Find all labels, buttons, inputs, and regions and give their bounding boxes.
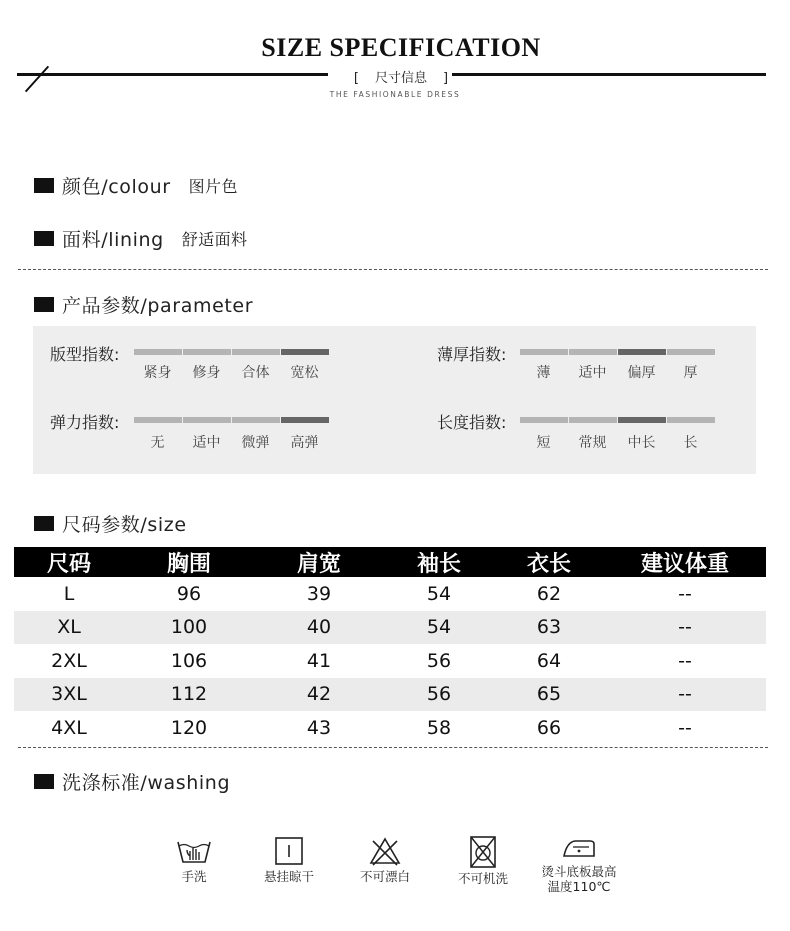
wash-label: 悬挂晾干 — [263, 869, 314, 884]
parameter-options — [519, 362, 715, 382]
parameter-panel — [33, 326, 756, 474]
parameter-option: 高弹 — [290, 435, 319, 451]
parameter-scale-bar — [520, 349, 715, 355]
table-cell: 54 — [426, 616, 452, 639]
lining-row — [34, 225, 247, 252]
table-cell: 3XL — [51, 683, 87, 706]
parameter-option: 常规 — [578, 435, 607, 451]
table-row — [14, 711, 766, 745]
table-cell: 58 — [426, 716, 452, 739]
square-bullet-icon — [34, 774, 54, 789]
square-bullet-icon — [34, 231, 54, 246]
scale-segment-selected — [281, 417, 329, 423]
parameter-scale-bar — [520, 417, 715, 423]
wash-label: 烫斗底板最高 — [541, 864, 617, 879]
wash-label: 不可漂白 — [359, 869, 410, 884]
header-tagline: THE FASHIONABLE DRESS — [329, 90, 461, 99]
table-cell: 96 — [176, 582, 202, 605]
table-cell: -- — [678, 649, 692, 672]
parameter-label: 版型指数: — [50, 345, 120, 364]
wash-item-iron — [534, 836, 624, 894]
parameter-option: 适中 — [578, 365, 607, 381]
table-cell: 42 — [306, 683, 332, 706]
size-heading-text: 尺码参数/size — [62, 514, 187, 536]
table-cell: -- — [678, 582, 692, 605]
column-header: 尺码 — [46, 551, 91, 577]
wash-item-no-bleach — [342, 836, 428, 884]
table-cell: 56 — [426, 683, 452, 706]
table-cell: 4XL — [51, 716, 87, 739]
scale-segment — [667, 417, 715, 423]
table-row — [14, 577, 766, 611]
hand-wash-icon — [174, 836, 214, 866]
scale-segment-selected — [281, 349, 329, 355]
iron-icon — [559, 836, 599, 862]
scale-segment — [134, 417, 182, 423]
lining-value: 舒适面料 — [181, 230, 248, 249]
colour-value: 图片色 — [188, 177, 238, 196]
header-subtitle — [0, 67, 790, 86]
parameter-label: 长度指数: — [437, 413, 507, 432]
wash-item-hang-dry — [246, 836, 332, 884]
parameter-option: 中长 — [627, 435, 656, 451]
table-cell: 65 — [536, 683, 562, 706]
scale-segment — [232, 417, 280, 423]
parameter-option: 修身 — [192, 365, 221, 381]
no-bleach-icon — [365, 836, 405, 866]
square-bullet-icon — [34, 178, 54, 193]
wash-label-line2: 温度110℃ — [547, 879, 611, 894]
parameter-option: 适中 — [192, 435, 221, 451]
scale-segment — [569, 417, 617, 423]
size-heading — [34, 510, 187, 537]
table-row — [14, 611, 766, 645]
table-cell: 112 — [170, 683, 208, 706]
column-header: 建议体重 — [640, 551, 729, 577]
parameter-option: 宽松 — [290, 365, 319, 381]
parameter-option: 偏厚 — [627, 365, 656, 381]
parameter-option: 厚 — [683, 365, 698, 381]
table-cell: 63 — [536, 616, 562, 639]
parameter-options — [519, 432, 715, 452]
parameter-heading — [34, 291, 253, 318]
size-table-header — [14, 547, 766, 577]
square-bullet-icon — [34, 297, 54, 312]
table-cell: 100 — [170, 616, 208, 639]
parameter-option: 微弹 — [241, 435, 270, 451]
divider — [18, 747, 768, 748]
scale-segment — [232, 349, 280, 355]
column-header: 肩宽 — [296, 551, 341, 577]
table-row — [14, 644, 766, 678]
parameter-option: 长 — [683, 435, 698, 451]
divider — [18, 269, 768, 270]
wash-item-hand-wash — [151, 836, 237, 884]
table-cell: -- — [678, 683, 692, 706]
scale-segment-selected — [618, 417, 666, 423]
table-cell: 66 — [536, 716, 562, 739]
page-title: SIZE SPECIFICATION — [261, 33, 541, 62]
wash-item-no-machine-wash — [440, 836, 526, 886]
wash-label: 手洗 — [181, 869, 207, 884]
scale-segment — [183, 349, 231, 355]
table-cell: -- — [678, 616, 692, 639]
parameter-label: 薄厚指数: — [437, 345, 507, 364]
table-cell: 40 — [306, 616, 332, 639]
table-row — [14, 678, 766, 712]
scale-segment — [134, 349, 182, 355]
parameter-options — [133, 432, 329, 452]
parameter-scale-bar — [134, 349, 329, 355]
table-cell: 54 — [426, 582, 452, 605]
parameter-option: 薄 — [536, 365, 551, 381]
table-cell: XL — [57, 616, 81, 639]
table-cell: L — [63, 582, 75, 605]
lining-label: 面料/lining — [62, 229, 164, 251]
bracket-right: ] — [443, 71, 449, 86]
column-header: 衣长 — [526, 551, 571, 577]
colour-row — [34, 172, 238, 199]
scale-segment — [520, 349, 568, 355]
washing-heading — [34, 768, 230, 795]
scale-segment — [520, 417, 568, 423]
wash-label: 不可机洗 — [457, 871, 508, 886]
table-cell: -- — [678, 716, 692, 739]
scale-segment — [569, 349, 617, 355]
parameter-option: 短 — [536, 435, 551, 451]
table-cell: 56 — [426, 649, 452, 672]
column-header: 胸围 — [166, 551, 211, 577]
parameter-options — [133, 362, 329, 382]
parameter-option: 无 — [150, 435, 165, 451]
colour-label: 颜色/colour — [62, 176, 171, 198]
scale-segment — [183, 417, 231, 423]
table-cell: 106 — [170, 649, 208, 672]
hang-dry-icon — [269, 836, 309, 866]
table-cell: 43 — [306, 716, 332, 739]
parameter-label: 弹力指数: — [50, 413, 120, 432]
scale-segment-selected — [618, 349, 666, 355]
no-machine-wash-icon — [463, 836, 503, 868]
square-bullet-icon — [34, 516, 54, 531]
parameter-option: 合体 — [241, 365, 270, 381]
parameter-heading-text: 产品参数/parameter — [62, 295, 254, 317]
table-cell: 64 — [536, 649, 562, 672]
table-cell: 41 — [306, 649, 332, 672]
washing-heading-text: 洗涤标准/washing — [62, 772, 231, 794]
table-cell: 39 — [306, 582, 332, 605]
column-header: 袖长 — [416, 551, 461, 577]
subtitle-text: 尺寸信息 — [374, 71, 427, 86]
table-cell: 120 — [170, 716, 208, 739]
parameter-scale-bar — [134, 417, 329, 423]
bracket-left: [ — [353, 71, 359, 86]
scale-segment — [667, 349, 715, 355]
parameter-option: 紧身 — [143, 365, 172, 381]
table-cell: 2XL — [51, 649, 87, 672]
table-cell: 62 — [536, 582, 562, 605]
size-table — [14, 547, 766, 745]
